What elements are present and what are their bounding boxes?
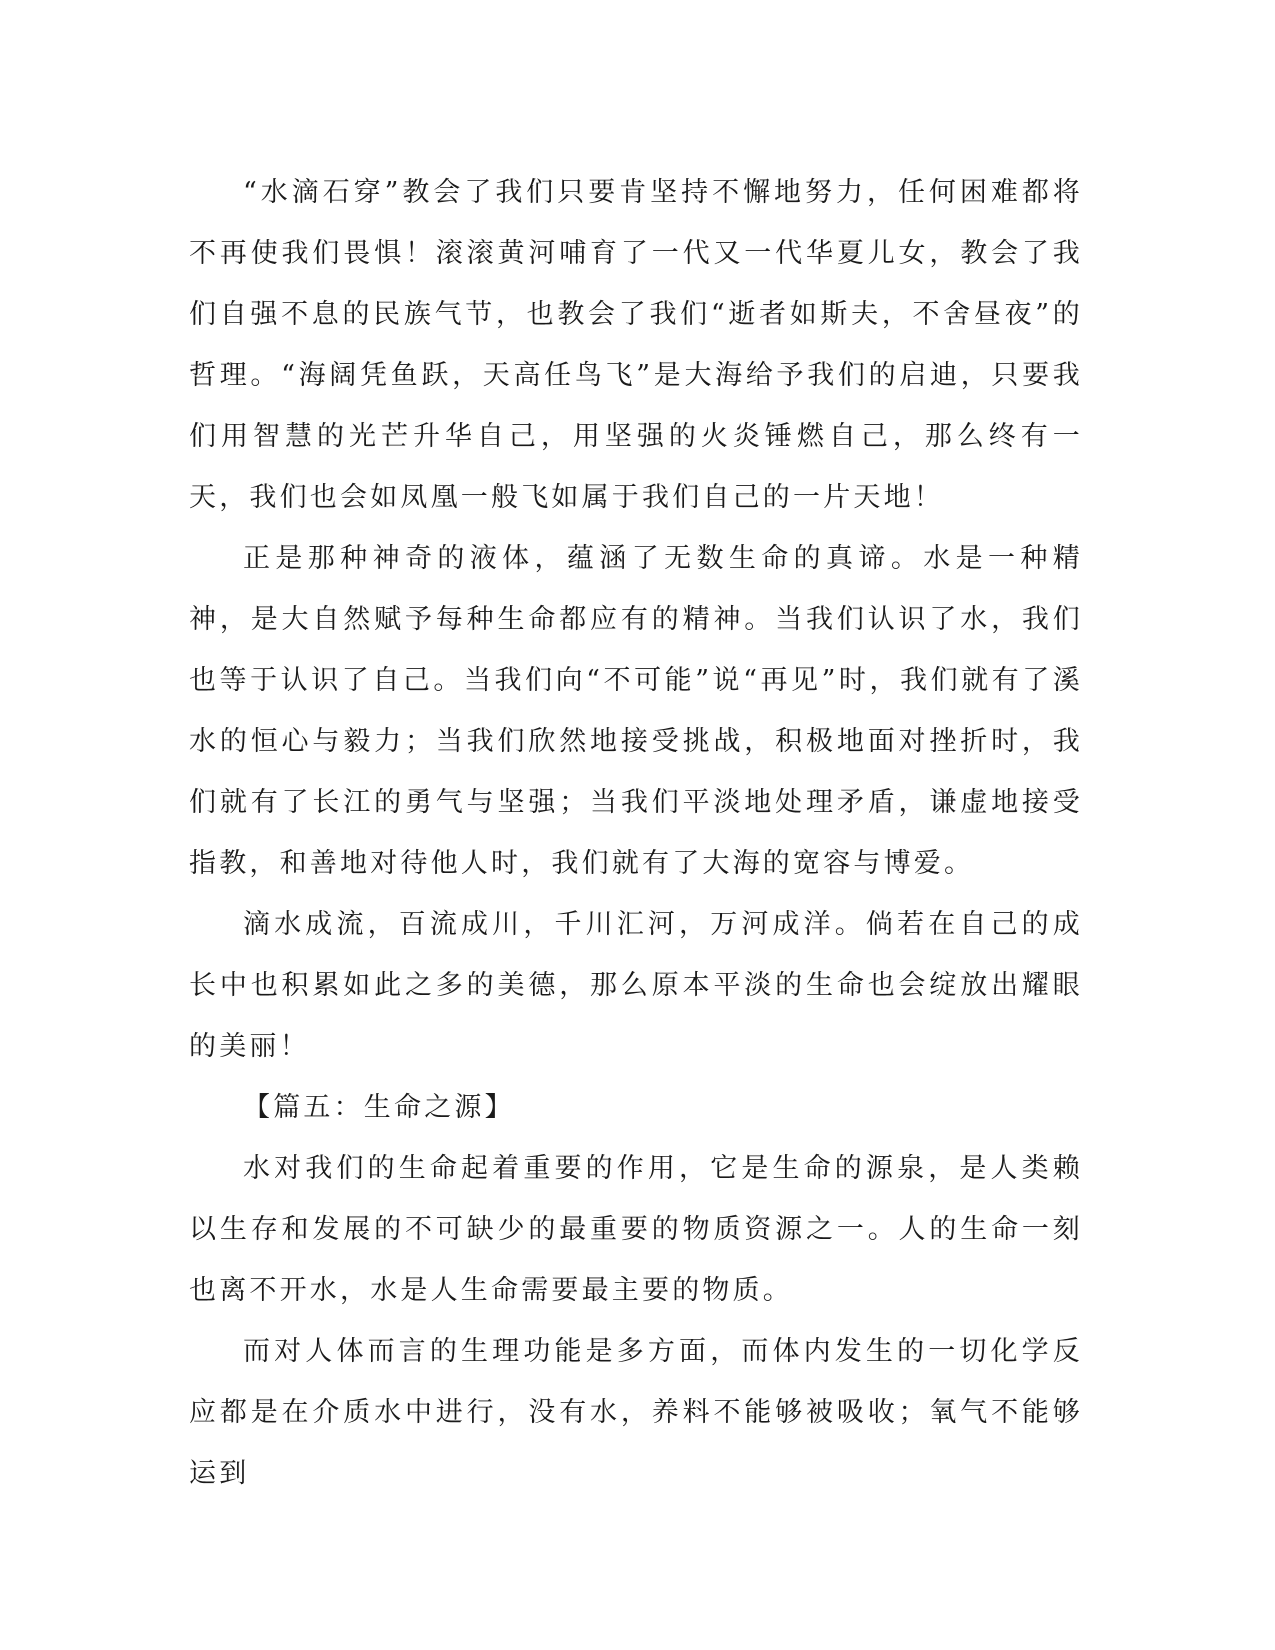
paragraph-source-of-life: 水对我们的生命起着重要的作用，它是生命的源泉，是人类赖以生存和发展的不可缺少的最重要的物质资源之一。人的生命一刻也离不开水，水是人生命需要最主要的物质。 — [189, 1153, 1083, 1306]
paragraph-water-drop: “水滴石穿”教会了我们只要肯坚持不懈地努力，任何困难都将不再使我们畏惧！滚滚黄河哺育了一代又一代华夏儿女，教会了我们自强不息的民族气节，也教会了我们“逝者如斯夫，不舍昼夜”的哲理。“海阔凭鱼跃，天高任鸟飞”是大海给予我们的启迪，只要我们用智慧的光芒升华自己，用坚强的火炎锤燃自己，那么终有一天，我们也会如凤凰一般飞如属于我们自己的一片天地！ — [189, 177, 1083, 513]
paragraph-physiology: 而对人体而言的生理功能是多方面，而体内发生的一切化学反应都是在介质水中进行，没有水，养料不能够被吸收；氧气不能够运到 — [189, 1336, 1083, 1489]
section-heading-chapter-five: 【篇五：生命之源】 — [243, 1092, 515, 1123]
paragraph-water-spirit: 正是那种神奇的液体，蕴涵了无数生命的真谛。水是一种精神，是大自然赋予每种生命都应有的精神。当我们认识了水，我们也等于认识了自己。当我们向“不可能”说“再见”时，我们就有了溪水的恒心与毅力；当我们欣然地接受挑战，积极地面对挫折时，我们就有了长江的勇气与坚强；当我们平淡地处理矛盾，谦虚地接受指教，和善地对待他人时，我们就有了大海的宽容与博爱。 — [189, 543, 1083, 879]
paragraph-virtue: 滴水成流，百流成川，千川汇河，万河成洋。倘若在自己的成长中也积累如此之多的美德，那么原本平淡的生命也会绽放出耀眼的美丽！ — [189, 909, 1083, 1062]
document-body — [189, 162, 1083, 1504]
